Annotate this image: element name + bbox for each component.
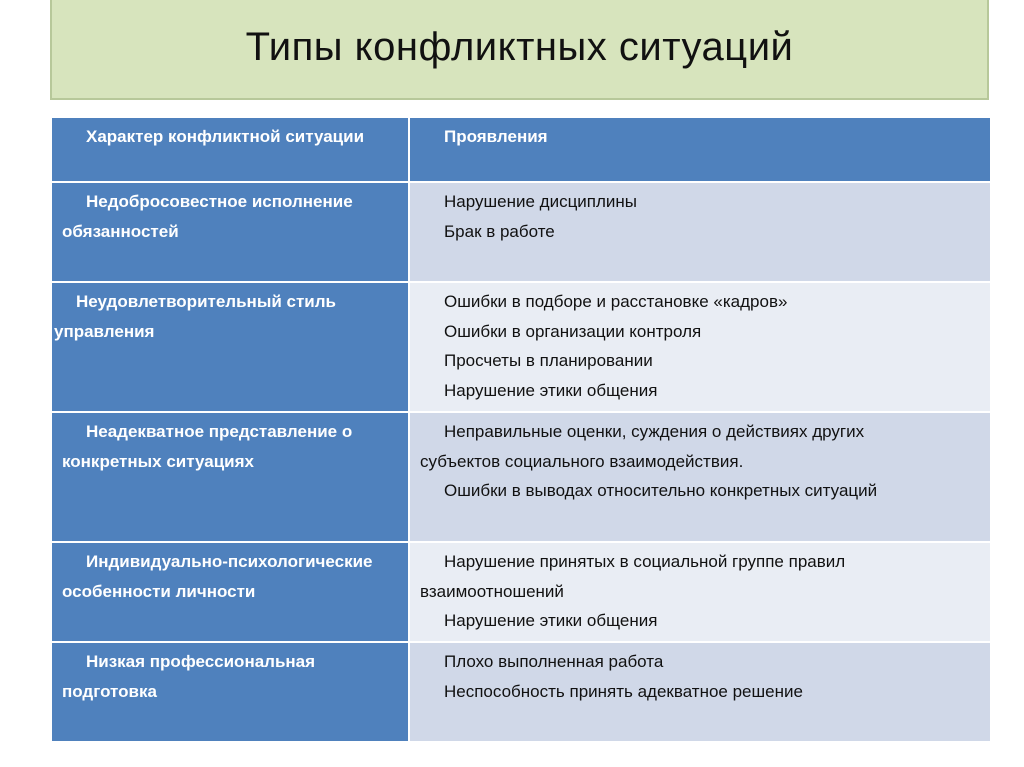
situation-cell <box>51 182 409 282</box>
situation-text-line: Индивидуально-психологические <box>86 552 373 571</box>
situation-text-line: обязанностей <box>62 221 179 241</box>
manifestation-item: Нарушение принятых в социальной группе правил <box>444 552 846 571</box>
table-row <box>51 182 991 282</box>
manifestation-item: Неправильные оценки, суждения о действиях других <box>444 422 865 441</box>
header-label-situation: Характер конфликтной ситуации <box>86 127 365 146</box>
manifestation-item: Нарушение этики общения <box>444 380 658 400</box>
situation-cell <box>51 642 409 742</box>
header-cell-situation <box>51 117 409 182</box>
manifestation-item: субъектов социального взаимодействия. <box>420 451 744 471</box>
manifestation-item: Нарушение дисциплины <box>444 192 638 211</box>
header-cell-manifestations <box>409 117 991 182</box>
manifestation-item: Брак в работе <box>444 221 555 241</box>
manifestations-cell <box>409 282 991 412</box>
situation-text-line: Неудовлетворительный стиль <box>76 292 336 311</box>
situation-text-line: Низкая профессиональная <box>86 652 316 671</box>
table-row <box>51 412 991 542</box>
manifestations-cell <box>409 542 991 642</box>
manifestations-cell <box>409 182 991 282</box>
situation-text-line: Недобросовестное исполнение <box>86 192 353 211</box>
manifestation-item: Нарушение этики общения <box>444 611 658 630</box>
situation-cell <box>51 412 409 542</box>
manifestations-cell <box>409 642 991 742</box>
manifestation-item: Ошибки в подборе и расстановке «кадров» <box>444 292 788 311</box>
manifestation-item: Ошибки в выводах относительно конкретных ситуаций <box>444 481 878 500</box>
manifestation-item: Неспособность принять адекватное решение <box>444 681 803 701</box>
situation-text-line: конкретных ситуациях <box>62 451 254 471</box>
situation-text-line: управления <box>54 321 155 341</box>
situation-text-line: Неадекватное представление о <box>86 422 353 441</box>
table-row <box>51 642 991 742</box>
table-header-row <box>51 117 991 182</box>
situation-cell <box>51 542 409 642</box>
page-title: Типы конфликтных ситуаций <box>245 24 794 69</box>
situation-text-line: подготовка <box>62 681 157 701</box>
manifestation-item: Просчеты в планировании <box>444 351 653 370</box>
table-row <box>51 542 991 642</box>
title-box <box>50 0 989 100</box>
conflict-types-table <box>50 116 992 743</box>
manifestations-cell <box>409 412 991 542</box>
header-label-manifestations: Проявления <box>444 127 548 146</box>
situation-cell <box>51 282 409 412</box>
manifestation-item: Плохо выполненная работа <box>444 652 664 671</box>
manifestation-item: Ошибки в организации контроля <box>444 321 702 341</box>
table-row <box>51 282 991 412</box>
situation-text-line: особенности личности <box>62 581 256 601</box>
manifestation-item: взаимоотношений <box>420 581 564 601</box>
